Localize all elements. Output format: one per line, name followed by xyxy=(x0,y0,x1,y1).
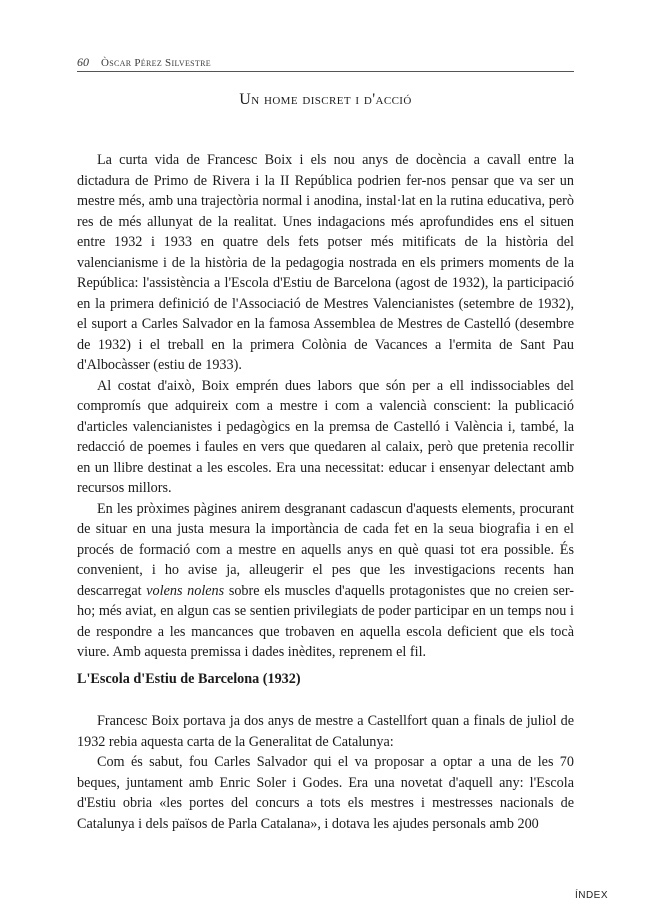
running-head-author: Òscar Pérez Silvestre xyxy=(101,57,211,69)
body-text xyxy=(77,150,574,663)
page-number: 60 xyxy=(77,55,89,69)
section-paragraph-1: Francesc Boix portava ja dos anys de mestre a Castellfort quan a finals de juliol de 1932 rebia aquesta carta de la Generalitat de Catalunya: xyxy=(77,713,574,750)
header-rule xyxy=(77,71,574,72)
running-head xyxy=(77,55,574,70)
chapter-title: Un home discret i d'acció xyxy=(239,91,412,108)
section-body-text xyxy=(77,711,574,834)
paragraph-3-emphasis: volens nolens xyxy=(146,582,225,599)
paragraph-3-part-1: En les pròximes pàgines anirem desgranant cadascun d'aquests elements, procurant de situar en una justa mesura la importància de cada fet en la seua biografia i en el procés de formació com a mestre en aquells anys en què quasi tot era possible. És convenient, i ho avise ja, alleugerir el pes que les investigacions recents han descarregat xyxy=(77,500,574,599)
paragraph-2: Al costat d'això, Boix emprén dues labors que són per a ell indissociables del compromís que adquireix com a mestre i com a valencià conscient: la publicació d'articles valencianistes i pedagògics en la premsa de Castelló i València i, també, la redacció de poemes i faules en vers que quedaren al calaix, però que pretenia recollir en un llibre destinat a les escoles. Era una necessitat: educar i ensenyar delectant amb recursos millors. xyxy=(77,377,574,496)
paragraph-3-part-2: sobre els muscles d'aquells protagonistes que no creien ser-ho; més aviat, en algun cas se sentien privilegiats de poder participar en un temps nou i de respondre a les mancances que trobaven en aquella escola deficient que els tocà viure. Amb aquesta premissa i dades inèdites, reprenem el fil. xyxy=(77,582,574,660)
index-link[interactable]: ÍNDEX xyxy=(574,890,608,901)
paragraph-3 xyxy=(77,499,574,663)
section-paragraph-2: Com és sabut, fou Carles Salvador qui el va proposar a optar a una de les 70 beques, juntament amb Enric Soler i Godes. Era una novetat d'aquell any: l'Escola d'Estiu obria «les portes del concurs a tots els mestres i mestresses nacionals de Catalunya i dels països de Parla Catalana», i dotava les ajudes personals amb 200 xyxy=(77,754,574,832)
paragraph-1: La curta vida de Francesc Boix i els nou anys de docència a cavall entre la dictadura de Primo de Rivera i la II República podrien fer-nos pensar que va ser un mestre més, amb una trajectòria normal i anodina, instal·lat en la rutina educativa, però res de més allunyat de la realitat. Unes indagacions més aprofundides ens el situen entre 1932 i 1933 en quatre dels fets potser més mitificats de la història del valencianisme i de la història de la pedagogia nostrada en els primers moments de la República: l'assistència a l'Escola d'Estiu de Barcelona (agost de 1932), la participació en la primera definició de l'Associació de Mestres Valencianistes (setembre de 1932), el suport a Carles Salvador en la famosa Assemblea de Mestres de Castelló (desembre de 1932) i el treball en la primera Colònia de Vacances a l'ermita de Sant Pau d'Albocàsser (estiu de 1933). xyxy=(77,152,574,373)
section-heading: L'Escola d'Estiu de Barcelona (1932) xyxy=(77,671,301,687)
